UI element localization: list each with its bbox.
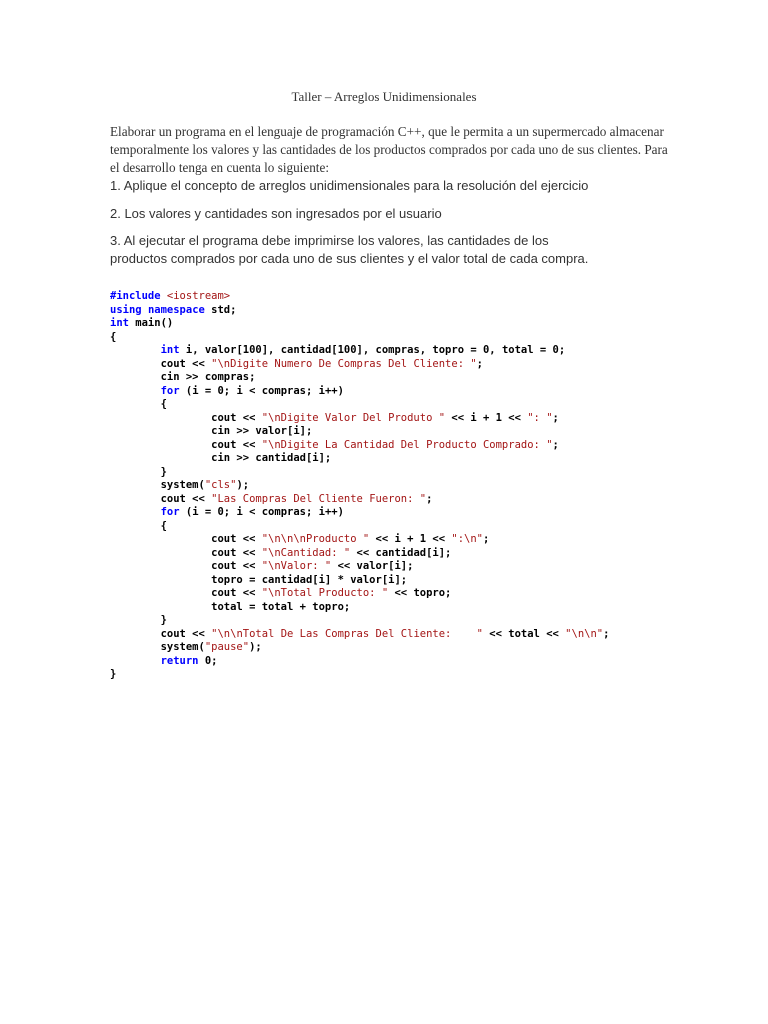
code-string: "\n\nTotal De Las Compras Del Cliente: " bbox=[211, 627, 483, 640]
code-line bbox=[110, 425, 609, 439]
code-line bbox=[110, 466, 609, 480]
code-text: cout << bbox=[110, 492, 212, 505]
code-text: ; bbox=[476, 357, 483, 370]
code-text: ; bbox=[552, 438, 559, 451]
code-text: i, valor[100], cantidad[100], compras, topro = 0, total = 0; bbox=[179, 344, 566, 356]
code-text: ; bbox=[426, 492, 433, 505]
code-string: "\n\n\nProducto " bbox=[261, 533, 370, 545]
code-text: << cantidad[i]; bbox=[350, 546, 452, 559]
code-keyword: namespace bbox=[147, 303, 205, 316]
code-text: cout << bbox=[110, 560, 262, 572]
code-text: (i = 0; i < compras; i++) bbox=[179, 384, 344, 397]
code-text: { bbox=[110, 398, 167, 410]
code-text: << topro; bbox=[388, 587, 452, 599]
code-text: system( bbox=[110, 479, 205, 491]
code-text: cout << bbox=[110, 546, 262, 559]
code-line bbox=[110, 358, 609, 372]
code-text bbox=[110, 655, 161, 667]
code-line bbox=[110, 317, 609, 331]
code-text: cin >> valor[i]; bbox=[110, 425, 313, 437]
intro-paragraph bbox=[110, 123, 670, 177]
requirement-line: 1. Aplique el concepto de arreglos unidimensionales para la resolución del ejercicio bbox=[110, 178, 589, 193]
code-text: cout << bbox=[110, 438, 262, 451]
code-string: "\nValor: " bbox=[261, 560, 332, 572]
code-text: topro = cantidad[i] * valor[i]; bbox=[110, 573, 408, 586]
code-string: <iostream> bbox=[166, 290, 231, 302]
code-text: total = total + topro; bbox=[110, 600, 351, 613]
code-string: "Las Compras Del Cliente Fueron: " bbox=[211, 492, 427, 505]
code-text: cout << bbox=[110, 587, 262, 599]
code-line bbox=[110, 520, 609, 534]
intro-line: el desarrollo tenga en cuenta lo siguiente: bbox=[110, 160, 329, 175]
code-line bbox=[110, 574, 609, 588]
code-text: std; bbox=[204, 303, 237, 316]
code-text: } bbox=[110, 614, 167, 626]
code-keyword: #include bbox=[110, 290, 167, 302]
code-text: cin >> compras; bbox=[110, 371, 256, 383]
code-string: ":\n" bbox=[451, 533, 483, 545]
code-line bbox=[110, 587, 609, 601]
code-text: { bbox=[110, 330, 117, 343]
requirement-item-1 bbox=[110, 177, 588, 195]
code-keyword: return bbox=[160, 654, 199, 667]
code-keyword: using bbox=[110, 303, 142, 316]
code-string: "\nDigite La Cantidad Del Producto Comprado: " bbox=[261, 438, 553, 451]
code-line bbox=[110, 601, 609, 615]
code-line bbox=[110, 533, 609, 547]
code-text: ; bbox=[552, 411, 559, 424]
intro-line: Elaborar un programa en el lenguaje de programación C++, que le permita a un supermercado almacenar bbox=[110, 124, 664, 139]
intro-line: temporalmente los valores y las cantidades de los productos comprados por cada uno de sus clientes. Para bbox=[110, 142, 668, 157]
code-text: << i + 1 << bbox=[445, 411, 528, 424]
code-text: << valor[i]; bbox=[331, 560, 414, 572]
requirement-line: 3. Al ejecutar el programa debe imprimirse los valores, las cantidades de los bbox=[110, 233, 549, 248]
requirement-item-3 bbox=[110, 232, 588, 268]
code-text: ; bbox=[603, 627, 610, 640]
code-line bbox=[110, 628, 609, 642]
code-text: ); bbox=[249, 641, 262, 653]
code-text: << i + 1 << bbox=[369, 533, 452, 545]
code-text: cin >> cantidad[i]; bbox=[110, 452, 332, 464]
code-line bbox=[110, 344, 609, 358]
code-text: main() bbox=[128, 317, 174, 329]
code-line bbox=[110, 479, 609, 493]
code-line bbox=[110, 331, 609, 345]
code-string: "cls" bbox=[204, 479, 237, 491]
code-line bbox=[110, 655, 609, 669]
code-text: } bbox=[110, 668, 117, 680]
code-keyword: int bbox=[160, 344, 180, 356]
code-keyword: for bbox=[160, 506, 180, 518]
code-line bbox=[110, 304, 609, 318]
code-line bbox=[110, 560, 609, 574]
code-line bbox=[110, 641, 609, 655]
code-line bbox=[110, 614, 609, 628]
code-line bbox=[110, 412, 609, 426]
requirement-line: 2. Los valores y cantidades son ingresados por el usuario bbox=[110, 206, 442, 221]
code-text: << total << bbox=[482, 627, 566, 640]
code-line bbox=[110, 493, 609, 507]
code-string: "\nTotal Producto: " bbox=[261, 587, 389, 599]
code-string: ": " bbox=[527, 411, 553, 424]
code-line bbox=[110, 439, 609, 453]
code-line bbox=[110, 290, 609, 304]
code-text: system( bbox=[110, 641, 205, 653]
code-string: "\n\n" bbox=[565, 627, 604, 640]
code-line bbox=[110, 371, 609, 385]
code-text bbox=[110, 344, 161, 356]
requirement-item-2 bbox=[110, 205, 442, 223]
code-line bbox=[110, 547, 609, 561]
code-line bbox=[110, 385, 609, 399]
code-keyword: for bbox=[160, 384, 180, 397]
code-text: cout << bbox=[110, 357, 212, 370]
code-text: (i = 0; i < compras; i++) bbox=[179, 506, 344, 518]
code-text: { bbox=[110, 519, 167, 532]
code-text: } bbox=[110, 465, 167, 478]
code-text: ; bbox=[482, 533, 490, 545]
code-text: ); bbox=[236, 479, 250, 491]
code-keyword: int bbox=[110, 317, 129, 329]
code-string: "\nDigite Valor Del Produto " bbox=[261, 411, 446, 424]
code-text: cout << bbox=[110, 627, 212, 640]
code-line bbox=[110, 668, 609, 682]
code-text: cout << bbox=[110, 533, 262, 545]
code-text: cout << bbox=[110, 411, 262, 424]
code-line bbox=[110, 506, 609, 520]
code-string: "\nDigite Numero De Compras Del Cliente: " bbox=[211, 357, 477, 370]
document-title: Taller – Arreglos Unidimensionales bbox=[291, 89, 477, 104]
code-listing bbox=[110, 290, 609, 682]
code-text: 0; bbox=[198, 654, 218, 667]
requirement-line: productos comprados por cada uno de sus clientes y el valor total de cada compra. bbox=[110, 251, 589, 266]
code-string: "\nCantidad: " bbox=[261, 546, 351, 559]
code-text bbox=[110, 385, 161, 397]
code-string: "pause" bbox=[204, 641, 250, 653]
code-line bbox=[110, 452, 609, 466]
code-text bbox=[110, 506, 161, 518]
code-line bbox=[110, 398, 609, 412]
